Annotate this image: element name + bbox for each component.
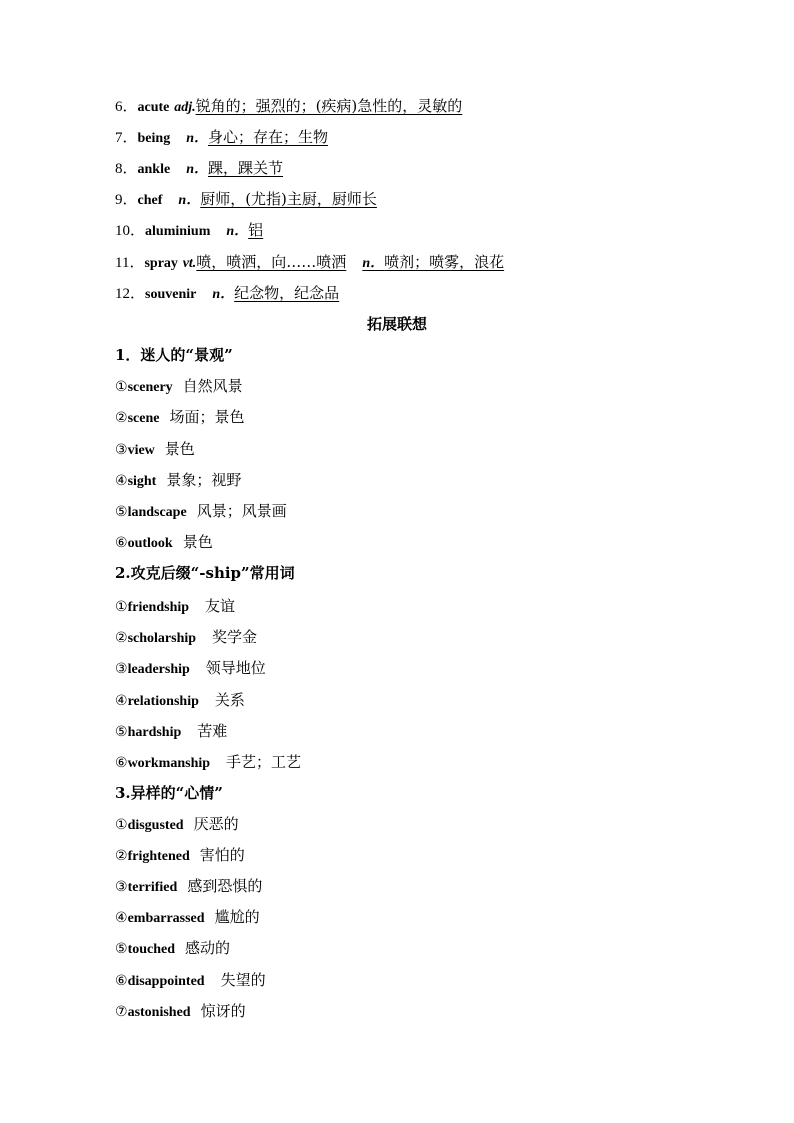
- list-item: [115, 812, 239, 836]
- entry-word: souvenir: [145, 287, 197, 302]
- list-item: [115, 968, 266, 992]
- item-marker: ④: [115, 693, 128, 709]
- list-item: [115, 625, 257, 649]
- item-english: scenery: [127, 380, 173, 395]
- entry-word: acute: [137, 100, 170, 115]
- item-english: disappointed: [127, 974, 205, 989]
- item-chinese: 风景；风景画: [196, 502, 287, 520]
- list-item: [115, 530, 213, 554]
- item-marker: ④: [115, 910, 128, 926]
- item-marker: ⑦: [115, 1004, 128, 1020]
- item-chinese: 苦难: [197, 722, 228, 740]
- item-marker: ①: [115, 379, 128, 395]
- section-title: 拓展联想: [366, 315, 427, 333]
- item-chinese: 奖学金: [212, 628, 258, 646]
- vocab-entry-11: [115, 250, 504, 274]
- part-of-speech: n．: [226, 224, 249, 239]
- item-chinese: 景色: [164, 440, 195, 458]
- entry-meaning: 喷，喷洒，向……喷洒: [196, 253, 347, 271]
- item-marker: ③: [115, 879, 128, 895]
- item-english: friendship: [127, 600, 190, 615]
- list-item: [115, 936, 230, 960]
- list-item: [115, 688, 245, 712]
- item-chinese: 友谊: [205, 597, 236, 615]
- vocab-entry-10: [115, 218, 263, 242]
- item-marker: ②: [115, 630, 128, 646]
- vocab-entry-12: [115, 281, 339, 305]
- group-heading-2: 2.攻克后缀“-ship”常用词: [115, 564, 295, 582]
- item-marker: ⑤: [115, 504, 128, 520]
- item-marker: ⑤: [115, 724, 128, 740]
- entry-word: aluminium: [145, 224, 211, 239]
- item-english: touched: [127, 942, 176, 957]
- part-of-speech: n．: [212, 287, 235, 302]
- list-item: [115, 594, 235, 618]
- group-heading-1: 1．迷人的“景观”: [115, 346, 233, 364]
- part-of-speech-secondary: n．: [362, 256, 385, 271]
- entry-meaning-secondary: 喷剂；喷雾，浪花: [384, 253, 505, 271]
- item-marker: ⑥: [115, 973, 128, 989]
- item-chinese: 害怕的: [199, 846, 245, 864]
- part-of-speech: n．: [186, 131, 208, 146]
- entry-meaning: 纪念物，纪念品: [234, 284, 340, 302]
- item-marker: ③: [115, 442, 128, 458]
- entry-number: 6．: [115, 99, 138, 115]
- item-chinese: 感到恐惧的: [187, 877, 263, 895]
- entry-meaning: 踝，踝关节: [208, 159, 284, 177]
- part-of-speech: n．: [186, 162, 208, 177]
- item-marker: ①: [115, 817, 128, 833]
- part-of-speech: adj.: [174, 100, 196, 115]
- item-english: scene: [127, 411, 160, 426]
- item-marker: ②: [115, 848, 128, 864]
- list-item: [115, 656, 266, 680]
- entry-meaning: 身心；存在；生物: [208, 128, 329, 146]
- item-english: landscape: [127, 505, 187, 520]
- item-chinese: 厌恶的: [193, 815, 239, 833]
- list-item: [115, 719, 227, 743]
- item-chinese: 手艺；工艺: [226, 753, 302, 771]
- list-item: [115, 437, 195, 461]
- list-item: [115, 468, 241, 492]
- item-chinese: 感动的: [185, 939, 231, 957]
- entry-meaning: 厨师，(尤指)主厨，厨师长: [200, 190, 377, 208]
- item-chinese: 关系: [214, 691, 245, 709]
- item-english: scholarship: [127, 631, 197, 646]
- item-marker: ⑥: [115, 535, 128, 551]
- item-chinese: 领导地位: [205, 659, 266, 677]
- entry-meaning: 铝: [248, 221, 264, 239]
- item-chinese: 尴尬的: [214, 908, 260, 926]
- item-marker: ①: [115, 599, 128, 615]
- part-of-speech: vt.: [182, 256, 197, 271]
- entry-word: ankle: [137, 162, 171, 177]
- list-item: [115, 874, 262, 898]
- vocab-entry-6: [115, 94, 462, 118]
- list-item: [115, 499, 287, 523]
- entry-number: 9．: [115, 192, 138, 208]
- entry-number: 10．: [115, 223, 146, 239]
- entry-number: 8．: [115, 161, 138, 177]
- vocab-entry-8: [115, 156, 283, 180]
- item-english: astonished: [127, 1005, 191, 1020]
- group-heading-3: 3.异样的“心情”: [115, 784, 223, 802]
- list-item: [115, 843, 245, 867]
- item-english: terrified: [127, 880, 178, 895]
- list-item: [115, 905, 260, 929]
- item-marker: ②: [115, 410, 128, 426]
- item-marker: ⑤: [115, 941, 128, 957]
- item-english: relationship: [127, 694, 199, 709]
- item-marker: ⑥: [115, 755, 128, 771]
- item-chinese: 惊讶的: [200, 1002, 246, 1020]
- item-english: workmanship: [127, 756, 211, 771]
- item-english: disgusted: [127, 818, 184, 833]
- item-chinese: 景色: [182, 533, 213, 551]
- item-english: sight: [127, 474, 157, 489]
- entry-word: chef: [137, 193, 163, 208]
- entry-word: spray: [144, 256, 178, 271]
- item-english: leadership: [127, 662, 190, 677]
- list-item: [115, 374, 243, 398]
- item-chinese: 自然风景: [182, 377, 243, 395]
- list-item: [115, 750, 301, 774]
- item-english: hardship: [127, 725, 182, 740]
- list-item: [115, 999, 246, 1023]
- entry-number: 7．: [115, 130, 138, 146]
- item-english: embarrassed: [127, 911, 205, 926]
- list-item: [115, 405, 244, 429]
- part-of-speech: n．: [178, 193, 201, 208]
- item-chinese: 场面；景色: [169, 408, 245, 426]
- entry-number: 12．: [115, 286, 146, 302]
- item-english: frightened: [127, 849, 190, 864]
- item-english: outlook: [127, 536, 173, 551]
- item-chinese: 失望的: [220, 971, 266, 989]
- vocab-entry-7: [115, 125, 328, 149]
- item-marker: ④: [115, 473, 128, 489]
- entry-number: 11．: [115, 255, 145, 271]
- item-marker: ③: [115, 661, 128, 677]
- vocab-entry-9: [115, 187, 377, 211]
- item-english: view: [127, 443, 155, 458]
- item-chinese: 景象；视野: [166, 471, 242, 489]
- entry-word: being: [137, 131, 171, 146]
- entry-meaning: 锐角的；强烈的；(疾病)急性的，灵敏的: [195, 97, 463, 115]
